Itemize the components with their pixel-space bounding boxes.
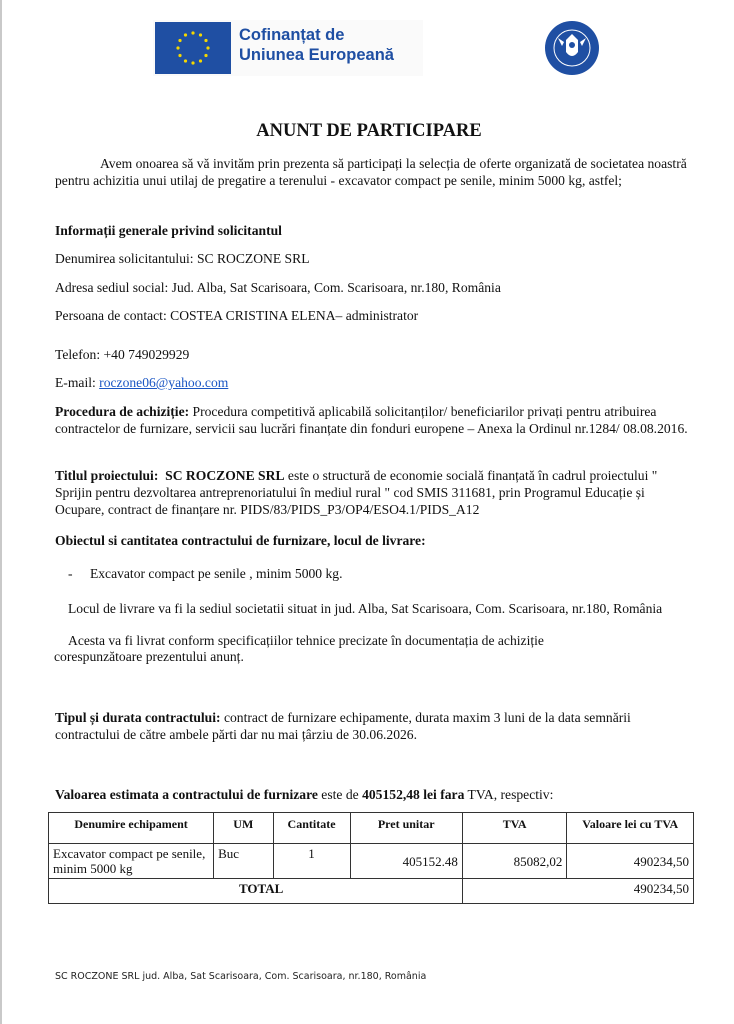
procedure-paragraph — [55, 403, 695, 437]
header-quantity: Cantitate — [273, 813, 350, 844]
procedure-text: Procedura competitivă aplicabilă solicitanților/ beneficiarilor privați pentru atribuirea contractelor de furnizare, servicii sau lucrări finanțate din fonduri europene – Anexa la Ordinul nr.1284/ 08.08.2016. — [55, 404, 688, 436]
eu-logo-line1: Cofinanțat de — [239, 26, 345, 44]
table-total-row — [49, 879, 694, 904]
bullet-dash: - — [68, 566, 73, 581]
cell-equipment-name: Excavator compact pe senile, minim 5000 kg — [49, 844, 214, 879]
eu-star-icon — [191, 61, 194, 64]
project-company: SC ROCZONE SRL — [158, 468, 285, 483]
table-header-row — [49, 813, 694, 844]
eu-cofinanced-logo — [153, 20, 423, 76]
object-heading: Obiectul si cantitatea contractului de furnizare, locul de livrare: — [55, 533, 426, 548]
general-info-heading: Informații generale privind solicitantul — [55, 223, 282, 238]
header-vat: TVA — [462, 813, 567, 844]
estimate-paragraph — [55, 786, 695, 803]
header-equipment-name: Denumire echipament — [49, 813, 214, 844]
eu-star-icon — [184, 33, 187, 36]
project-label: Titlul proiectului: — [55, 468, 159, 483]
eu-star-icon — [199, 33, 202, 36]
eu-star-icon — [206, 46, 209, 49]
contract-type-label: Tipul și durata contractului: — [55, 710, 221, 725]
email-link[interactable]: roczone06@yahoo.com — [99, 375, 229, 390]
eu-logo-line2: Uniunea Europeană — [239, 46, 394, 64]
page-title: ANUNT DE PARTICIPARE — [256, 121, 482, 141]
registered-address: Adresa sediul social: Jud. Alba, Sat Scarisoara, Com. Scarisoara, nr.180, România — [55, 280, 501, 295]
eu-star-icon — [204, 54, 207, 57]
email-line — [55, 374, 695, 391]
object-list-item — [68, 566, 342, 582]
page-footer: SC ROCZONE SRL jud. Alba, Sat Scarisoara, Com. Scarisoara, nr.180, România — [55, 971, 427, 982]
header-unit: UM — [214, 813, 273, 844]
header-unit-price: Pret unitar — [350, 813, 462, 844]
project-paragraph — [55, 467, 695, 518]
header-value-with-vat: Valoare lei cu TVA — [567, 813, 694, 844]
applicant-name: Denumirea solicitantului: SC ROCZONE SRL — [55, 251, 310, 266]
contract-type-text: contract de furnizare echipamente, durata maxim 3 luni de la data semnării contractului de către ambele părti dar nu mai țârziu de 30.06.2026. — [55, 710, 631, 742]
procedure-label: Procedura de achiziție: — [55, 404, 190, 419]
delivery-location: Locul de livrare va fi la sediul societatii situat in jud. Alba, Sat Scarisoara, Com. Scarisoara, nr.180, România — [68, 601, 663, 616]
object-item-text: Excavator compact pe senile , minim 5000 kg. — [89, 566, 343, 581]
eu-logo-text — [239, 25, 394, 65]
eu-star-icon — [178, 54, 181, 57]
total-value: 490234,50 — [462, 879, 693, 904]
intro-paragraph: Avem onoarea să vă invităm prin prezenta să participați la selecția de oferte organizată de societatea noastră pentru achizitia unui utilaj de pregatire a terenului - excavator compact pe senile, minim 5000 kg, astfel; — [55, 156, 687, 188]
eu-star-icon — [191, 31, 194, 34]
email-label: E-mail: — [55, 375, 100, 390]
eu-flag-icon — [155, 22, 231, 74]
cell-unit-price: 405152.48 — [350, 844, 462, 879]
romanian-government-logo — [544, 20, 600, 76]
estimate-end: TVA, respectiv: — [464, 787, 554, 802]
eu-star-icon — [184, 59, 187, 62]
conformity-statement: Acesta va fi livrat conform specificațiilor tehnice precizate în documentația de achiziție corespunzătoare prezentului anunț. — [54, 633, 544, 664]
total-label: TOTAL — [49, 879, 463, 904]
eu-star-icon — [199, 59, 202, 62]
project-text: este o structură de economie socială finanțată în cadrul proiectului " Sprijin pentru dezvoltarea antreprenoriatului în mediul rural " cod SMIS 311681, prin Programul Educație și Ocupare, contract de finanțare nr. PIDS/83/PIDS_P3/OP4/ESO4.1/PIDS_A12 — [55, 468, 658, 517]
phone-number: Telefon: +40 749029929 — [55, 347, 190, 362]
contract-type-paragraph — [55, 709, 695, 743]
government-seal-icon — [544, 20, 600, 76]
eu-star-icon — [176, 46, 179, 49]
cell-unit: Buc — [214, 844, 273, 879]
estimate-label: Valoarea estimata a contractului de furnizare — [55, 787, 318, 802]
contact-person: Persoana de contact: COSTEA CRISTINA ELENA– administrator — [55, 308, 419, 323]
eu-star-icon — [178, 39, 181, 42]
table-row — [49, 844, 694, 879]
eu-star-icon — [204, 39, 207, 42]
cell-vat: 85082,02 — [462, 844, 567, 879]
estimate-table — [48, 812, 694, 904]
estimate-value: 405152,48 lei fara — [362, 787, 465, 802]
cell-value-with-vat: 490234,50 — [567, 844, 694, 879]
estimate-mid: este de — [317, 787, 363, 802]
cell-quantity: 1 — [273, 844, 350, 879]
